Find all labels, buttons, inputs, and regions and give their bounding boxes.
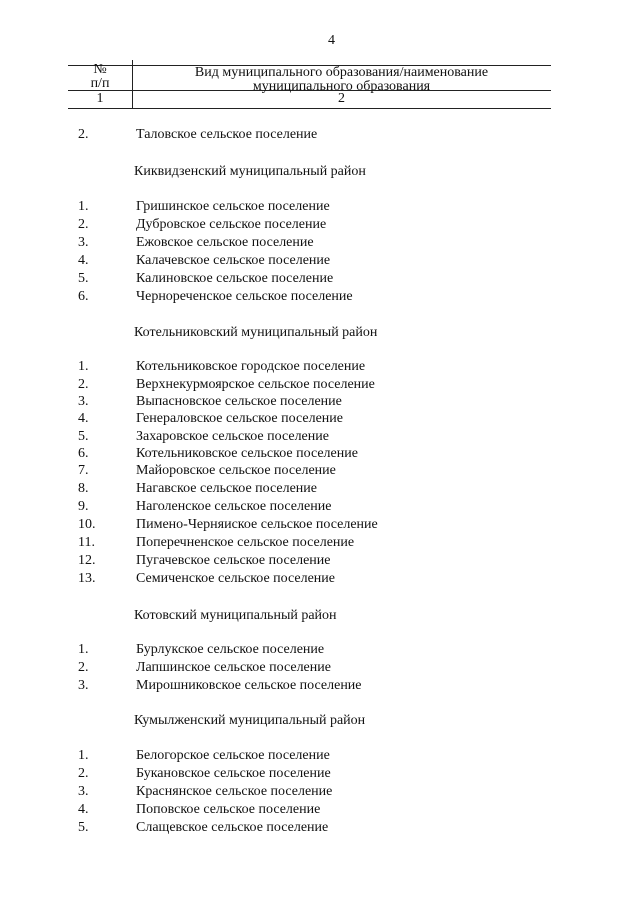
item-name: Поповское сельское поселение — [136, 802, 321, 817]
page-number: 4 — [328, 33, 335, 48]
item-name: Нагавское сельское поселение — [136, 481, 317, 496]
header-number-abbrev: п/п — [90, 76, 110, 91]
item-name: Верхнекурмоярское сельское поселение — [136, 377, 375, 392]
item-number: 5. — [78, 429, 89, 444]
item-number: 2. — [78, 766, 89, 781]
item-name: Бурлукское сельское поселение — [136, 642, 325, 657]
item-name: Таловское сельское поселение — [136, 127, 318, 142]
item-number: 12. — [78, 553, 96, 568]
header-bottom-border — [68, 108, 551, 109]
item-name: Ежовское сельское поселение — [136, 235, 314, 250]
header-number-symbol: № — [93, 62, 107, 77]
header-type-line1: Вид муниципального образования/наименование — [194, 65, 489, 80]
item-name: Калачевское сельское поселение — [136, 253, 331, 268]
item-number: 4. — [78, 802, 89, 817]
item-name: Захаровское сельское поселение — [136, 429, 329, 444]
header-number-label — [68, 63, 132, 91]
header-table — [68, 60, 551, 112]
item-name: Чернореченское сельское поселение — [136, 289, 353, 304]
item-name: Слащевское сельское поселение — [136, 820, 329, 835]
item-number: 8. — [78, 481, 89, 496]
item-number: 1. — [78, 359, 89, 374]
item-number: 1. — [78, 642, 89, 657]
item-number: 1. — [78, 748, 89, 763]
item-name: Выпасновское сельское поселение — [136, 394, 342, 409]
district-heading: Котовский муниципальный район — [134, 608, 337, 623]
item-number: 2. — [78, 377, 89, 392]
item-number: 2. — [78, 217, 89, 232]
item-number: 2. — [78, 127, 89, 142]
item-name: Поперечненское сельское поселение — [136, 535, 355, 550]
item-number: 4. — [78, 253, 89, 268]
item-name: Пугачевское сельское поселение — [136, 553, 331, 568]
header-column2-index: 2 — [338, 91, 345, 106]
item-number: 1. — [78, 199, 89, 214]
item-name: Букановское сельское поселение — [136, 766, 331, 781]
district-heading: Кумылженский муниципальный район — [134, 713, 366, 728]
item-number: 5. — [78, 271, 89, 286]
item-number: 4. — [78, 411, 89, 426]
header-type-label — [132, 66, 551, 94]
header-type-line2: муниципального образования — [252, 79, 431, 94]
item-name: Краснянское сельское поселение — [136, 784, 333, 799]
item-number: 9. — [78, 499, 89, 514]
item-number: 11. — [78, 535, 95, 550]
item-number: 2. — [78, 660, 89, 675]
item-name: Белогорское сельское поселение — [136, 748, 330, 763]
item-number: 7. — [78, 463, 89, 478]
item-number: 3. — [78, 678, 89, 693]
item-name: Наголенское сельское поселение — [136, 499, 332, 514]
item-number: 13. — [78, 571, 96, 586]
item-number: 3. — [78, 394, 89, 409]
item-number: 3. — [78, 235, 89, 250]
item-name: Лапшинское сельское поселение — [136, 660, 331, 675]
item-name: Котельниковское городское поселение — [136, 359, 366, 374]
item-number: 6. — [78, 446, 89, 461]
item-name: Гришинское сельское поселение — [136, 199, 330, 214]
item-name: Генераловское сельское поселение — [136, 411, 343, 426]
item-number: 3. — [78, 784, 89, 799]
item-number: 5. — [78, 820, 89, 835]
item-number: 10. — [78, 517, 96, 532]
item-name: Майоровское сельское поселение — [136, 463, 336, 478]
district-heading: Котельниковский муниципальный район — [134, 325, 378, 340]
item-name: Котельниковское сельское поселение — [136, 446, 358, 461]
item-number: 6. — [78, 289, 89, 304]
header-column1-index: 1 — [96, 91, 104, 106]
item-name: Пимено-Черняиское сельское поселение — [136, 517, 378, 532]
item-name: Мирошниковское сельское поселение — [136, 678, 362, 693]
item-name: Калиновское сельское поселение — [136, 271, 334, 286]
item-name: Семиченское сельское поселение — [136, 571, 336, 586]
item-name: Дубровское сельское поселение — [136, 217, 327, 232]
district-heading: Киквидзенский муниципальный район — [134, 164, 366, 179]
